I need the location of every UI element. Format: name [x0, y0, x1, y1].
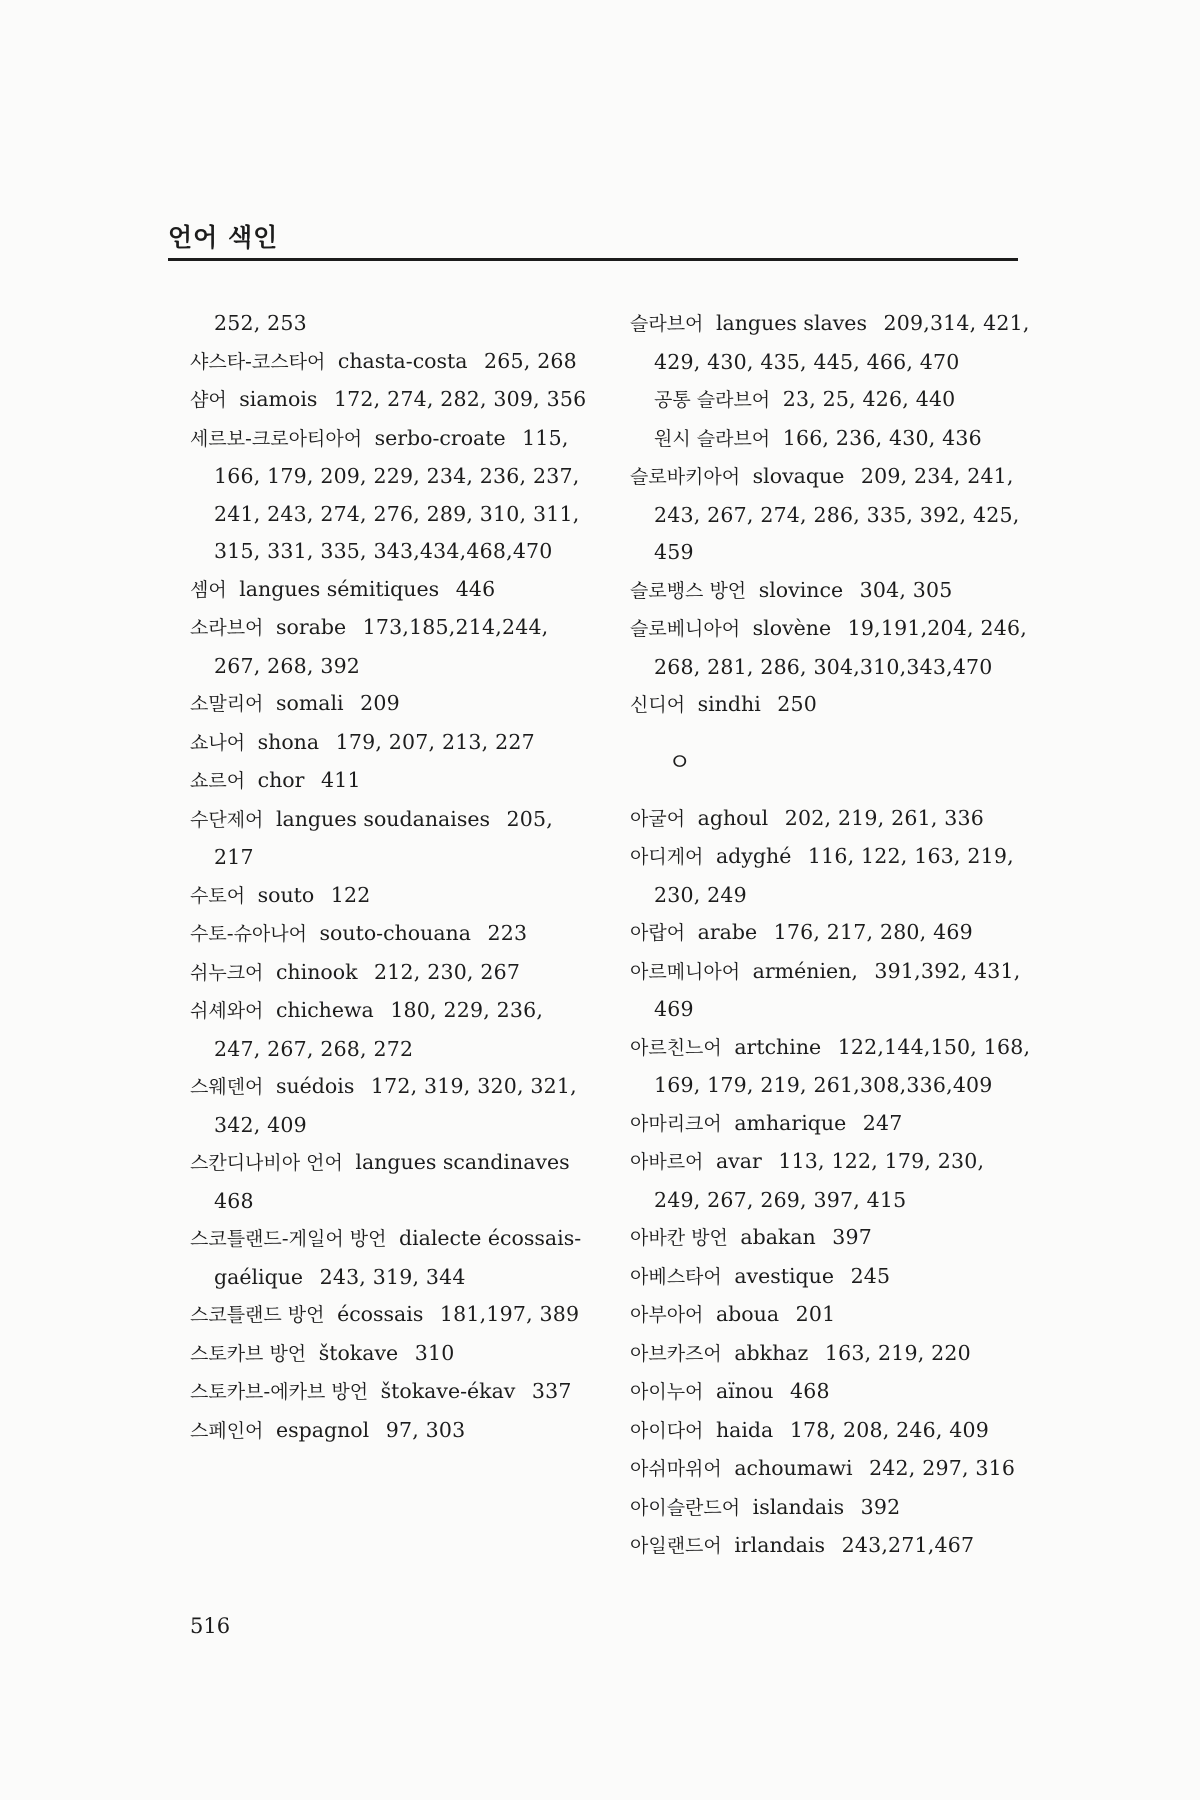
entry-page-numbers: 122,144,150, 168, 169, 179, 219, 261,308,336,409 [654, 1034, 1031, 1097]
entry-page-numbers: 180, 229, 236, 247, 267, 268, 272 [214, 998, 544, 1061]
entry-korean-term: 수토어 [190, 884, 246, 907]
entry-korean-term: 스웨덴어 [190, 1076, 264, 1098]
index-entry [630, 305, 1035, 381]
entry-korean-term: 쉬누크어 [190, 961, 264, 984]
entry-korean-term: 쉬셰와어 [190, 1000, 264, 1022]
entry-page-numbers: 411 [320, 768, 361, 792]
entry-french-term: chinook [275, 959, 358, 984]
index-entry [190, 1335, 595, 1374]
entry-page-numbers: 173,185,214,244, 267, 268, 392 [214, 615, 549, 678]
right-column [630, 305, 1035, 1566]
entry-french-term: aboua [715, 1302, 780, 1326]
index-entry [630, 1219, 1035, 1258]
entry-french-term: langues sémitiques [239, 576, 440, 601]
entry-page-numbers: 250 [777, 692, 818, 716]
entry-korean-term: 세르보-크로아티아어 [190, 427, 363, 450]
entry-french-term: chor [257, 768, 305, 792]
entry-korean-term: 아르메니아어 [630, 960, 741, 983]
entry-french-term: štokave [318, 1340, 399, 1365]
entry-french-term: adyghé [715, 844, 792, 868]
entry-korean-term: 아이슬란드어 [630, 1496, 741, 1519]
page-number: 516 [190, 1614, 231, 1638]
entry-korean-term: 아르친느어 [630, 1036, 722, 1059]
entry-korean-term: 소말리어 [190, 693, 264, 715]
entry-korean-term: 신디어 [630, 694, 686, 716]
entry-french-term: avar [715, 1149, 762, 1173]
index-entry [630, 381, 1035, 420]
entry-french-term: arabe [697, 920, 758, 944]
index-entry [190, 305, 595, 343]
entry-page-numbers: 205, 217 [214, 806, 553, 869]
entry-page-numbers: 201 [795, 1302, 836, 1326]
entry-page-numbers: 252, 253 [214, 311, 307, 335]
entry-korean-term: 아랍어 [630, 922, 686, 944]
entry-page-numbers: 209,314, 421, 429, 430, 435, 445, 466, 470 [654, 311, 1030, 374]
entry-page-numbers: 468 [790, 1379, 830, 1403]
entry-page-numbers: 116, 122, 163, 219, 230, 249 [654, 844, 1014, 907]
entry-french-term: aghoul [697, 805, 769, 830]
entry-french-term: langues slaves [715, 311, 867, 335]
index-entry [190, 420, 595, 571]
entry-french-term: slovince [758, 577, 844, 602]
entry-korean-term: 수단제어 [190, 808, 264, 831]
index-entry [630, 1143, 1035, 1219]
entry-french-term: arménien, [752, 958, 858, 983]
entry-french-term: abakan [740, 1225, 816, 1249]
entry-korean-term: 슬라브어 [630, 313, 704, 335]
entry-page-numbers: 243, 319, 344 [319, 1264, 466, 1289]
index-entry [630, 953, 1035, 1029]
entry-french-term: langues soudanaises [275, 806, 490, 831]
entry-page-numbers: 179, 207, 213, 227 [335, 729, 535, 754]
entry-french-term: amharique [734, 1110, 847, 1135]
entry-korean-term: 아바르어 [630, 1151, 704, 1173]
entry-korean-term: 아일랜드어 [630, 1535, 722, 1557]
entry-page-numbers: 97, 303 [385, 1417, 466, 1442]
entry-french-term: slovaque [752, 464, 845, 488]
entry-korean-term: 슬로뱅스 방언 [630, 579, 747, 602]
entry-french-term: avestique [734, 1263, 835, 1288]
entry-korean-term: 아이누어 [630, 1381, 704, 1403]
entry-korean-term: 스토카브 방언 [190, 1342, 307, 1365]
entry-page-numbers: 468 [214, 1188, 254, 1213]
entry-page-numbers: 176, 217, 280, 469 [773, 920, 973, 944]
entry-page-numbers: 304, 305 [859, 577, 953, 602]
entry-page-numbers: 337 [531, 1379, 572, 1403]
entry-korean-term: 아바칸 방언 [630, 1227, 728, 1249]
entry-french-term: chichewa [275, 998, 374, 1022]
entry-page-numbers: 243,271,467 [841, 1533, 975, 1557]
index-entry [190, 685, 595, 724]
index-entry [630, 1527, 1035, 1566]
entry-korean-term: 아브카즈어 [630, 1342, 722, 1365]
right-column-bottom-entries [630, 800, 1035, 1566]
entry-page-numbers: 209 [360, 691, 400, 715]
entry-korean-term: 아이다어 [630, 1419, 704, 1442]
entry-page-numbers: 209, 234, 241, 243, 267, 274, 286, 335, 392, 425, 459 [654, 464, 1020, 564]
entry-korean-term: 아굴어 [630, 807, 686, 830]
entry-korean-term: 슬로베니아어 [630, 618, 741, 640]
index-entry [630, 1029, 1035, 1105]
index-entry [190, 801, 595, 877]
entry-page-numbers: 122 [330, 882, 371, 907]
entry-page-numbers: 242, 297, 316 [869, 1456, 1016, 1480]
entry-french-term: serbo-croate [374, 425, 506, 450]
index-entry [630, 800, 1035, 839]
entry-page-numbers: 166, 236, 430, 436 [782, 425, 982, 450]
entry-korean-term: 아베스타어 [630, 1265, 722, 1288]
index-entry [190, 1412, 595, 1451]
index-entry [630, 686, 1035, 725]
entry-page-numbers: 23, 25, 426, 440 [782, 387, 956, 411]
entry-page-numbers: 265, 268 [484, 348, 577, 373]
index-entry [630, 1412, 1035, 1451]
index-entry [630, 1296, 1035, 1335]
entry-korean-term: 공통 슬라브어 [654, 389, 771, 411]
index-entry [190, 609, 595, 685]
entry-french-term: espagnol [275, 1417, 370, 1442]
entry-page-numbers: 172, 319, 320, 321, 342, 409 [214, 1074, 577, 1137]
entry-french-term: abkhaz [734, 1340, 809, 1365]
index-entry [190, 1373, 595, 1412]
index-entry [190, 571, 595, 610]
entry-korean-term: 스칸디나비아 언어 [190, 1152, 343, 1174]
index-entry [630, 1373, 1035, 1412]
index-entry [190, 1220, 595, 1296]
entry-korean-term: 수토-슈아나어 [190, 923, 307, 945]
entry-french-term: artchine [734, 1034, 822, 1059]
entry-korean-term: 스코틀랜드 방언 [190, 1304, 325, 1326]
page-header-title: 언어 색인 [168, 223, 279, 252]
entry-page-numbers: 212, 230, 267 [374, 959, 521, 984]
entry-page-numbers: 223 [487, 921, 528, 945]
entry-page-numbers: 247 [862, 1110, 903, 1135]
entry-page-numbers: 19,191,204, 246, 268, 281, 286, 304,310,343,470 [654, 616, 1027, 679]
index-entry [190, 915, 595, 954]
entry-korean-term: 아쉬마위어 [630, 1458, 722, 1480]
index-entry [190, 877, 595, 916]
entry-page-numbers: 392 [860, 1494, 901, 1519]
index-entry [190, 724, 595, 763]
entry-french-term: haida [715, 1417, 774, 1442]
index-entry [630, 458, 1035, 572]
entry-french-term: siamois [239, 387, 318, 411]
section-letter: ㅇ [668, 747, 692, 776]
entry-french-term: souto-chouana [319, 921, 471, 945]
entry-page-numbers: 202, 219, 261, 336 [784, 805, 984, 830]
entry-french-term: langues scandinaves [355, 1150, 570, 1174]
entry-korean-term: 스페인어 [190, 1419, 264, 1442]
entry-french-term: chasta-costa [337, 348, 468, 373]
right-column-top-entries [630, 305, 1035, 725]
entry-korean-term: 원시 슬라브어 [654, 427, 771, 450]
index-entry [190, 1296, 595, 1335]
index-entry [630, 420, 1035, 459]
entry-french-term: slovène [752, 616, 832, 640]
header-rule [168, 258, 1018, 261]
entry-korean-term: 샴어 [190, 389, 227, 411]
entry-page-numbers: 172, 274, 282, 309, 356 [333, 387, 587, 411]
entry-page-numbers: 310 [414, 1340, 455, 1365]
entry-korean-term: 셈어 [190, 578, 227, 601]
entry-korean-term: 스코틀랜드-게일어 방언 [190, 1228, 387, 1250]
index-entry [630, 1489, 1035, 1528]
index-entry [190, 1068, 595, 1144]
entry-korean-term: 아마리크어 [630, 1112, 722, 1135]
entry-korean-term: 아디게어 [630, 846, 704, 868]
index-entry [190, 954, 595, 993]
index-entry [630, 1335, 1035, 1374]
entry-korean-term: 소라브어 [190, 617, 264, 639]
entry-french-term: aïnou [715, 1379, 774, 1403]
index-entry [630, 572, 1035, 611]
entry-page-numbers: 115, 166, 179, 209, 229, 234, 236, 237, 241, 243, 274, 276, 289, 310, 311, 315, 331, 335, 343,434,468,470 [214, 425, 580, 563]
entry-french-term: irlandais [734, 1533, 826, 1557]
entry-page-numbers: 446 [455, 576, 496, 601]
entry-page-numbers: 178, 208, 246, 409 [789, 1417, 990, 1442]
entry-french-term: achoumawi [734, 1456, 853, 1480]
entry-page-numbers: 391,392, 431, 469 [654, 958, 1021, 1021]
entry-korean-term: 쇼르어 [190, 770, 246, 792]
entry-korean-term: 샤스타-코스타어 [190, 350, 326, 373]
entry-french-term: sorabe [275, 615, 347, 639]
entry-french-term: somali [275, 691, 344, 715]
index-entry [630, 1450, 1035, 1489]
entry-french-term: štokave-ékav [380, 1379, 516, 1403]
entry-korean-term: 쇼나어 [190, 731, 246, 754]
entry-page-numbers: 397 [832, 1225, 873, 1249]
index-entry [190, 992, 595, 1068]
index-entry [190, 381, 595, 420]
index-entry [190, 1144, 595, 1220]
index-entry [630, 838, 1035, 914]
entry-korean-term: 아부아어 [630, 1304, 704, 1326]
index-entry [190, 343, 595, 382]
entry-page-numbers: 163, 219, 220 [824, 1340, 971, 1365]
entry-korean-term: 스토카브-에카브 방언 [190, 1381, 369, 1403]
index-entry [630, 914, 1035, 953]
entry-french-term: shona [257, 729, 320, 754]
entry-page-numbers: 113, 122, 179, 230, 249, 267, 269, 397, 415 [654, 1149, 985, 1212]
entry-french-term: écossais [337, 1302, 424, 1326]
index-entry [630, 1105, 1035, 1144]
entry-french-term: sindhi [697, 692, 761, 716]
entry-french-term: suédois [275, 1074, 355, 1098]
entry-page-numbers: 245 [850, 1263, 891, 1288]
entry-french-term: dialecte écossais-gaélique [214, 1226, 582, 1289]
entry-french-term: islandais [752, 1494, 845, 1519]
entry-page-numbers: 181,197, 389 [439, 1302, 580, 1326]
entry-french-term: souto [257, 882, 315, 907]
left-column [190, 305, 595, 1450]
entry-korean-term: 슬로바키아어 [630, 466, 741, 488]
index-entry [190, 762, 595, 801]
index-entry [630, 1258, 1035, 1297]
index-entry [630, 610, 1035, 686]
